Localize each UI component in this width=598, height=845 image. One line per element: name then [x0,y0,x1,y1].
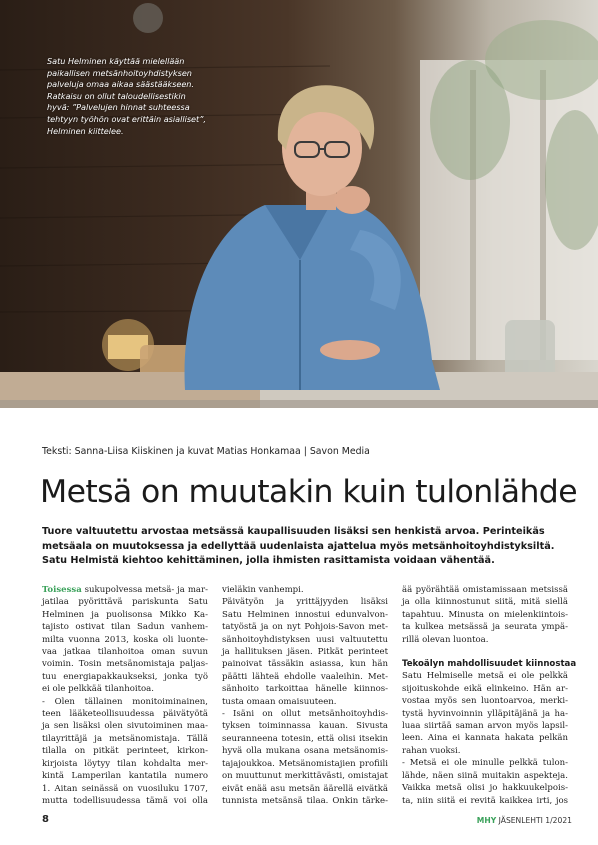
body-line: rahan vuoksi. [402,745,461,756]
body-line: tuu energiapakkaukseksi, jonka työ [42,671,208,682]
body-line: Vaikka metsä olisi jo hakkuukelpois- [402,783,568,794]
caption-line: palveluja omaa aikaa säästääkseen. [47,79,195,90]
paragraph-gap [402,646,568,658]
body-column-1 [42,584,208,807]
body-line [42,584,208,596]
body-line: sänhoito tarkoittaa hänelle kiinnos- [222,684,388,695]
body-line: sänhoitoyhdistyksen uusi valtuutettu [222,634,388,645]
lead-line: metsäala on muutoksessa ja edellyttää uudenlaista ajattelua myös metsänhoitoyhdistyksiltä. [42,540,555,552]
body-line: - Metsä ei ole minulle pelkkä tulon- [402,758,568,769]
body-line: tatyöstä ja on nyt Pohjois-Savon met- [222,622,388,633]
body-line: Satu Helmiselle metsä ei ole pelkkä [402,671,568,682]
body-line: ta kulkea metsässä ja seurata ympä- [402,622,568,633]
body-line: seuranneena totesin, että olisi itsekin [222,733,388,744]
body-line: painoivat tässäkin asiassa, kun hän [222,659,388,670]
article-byline: Teksti: Sanna-Liisa Kiiskinen ja kuvat Matias Honkamaa | Savon Media [42,446,370,457]
body-line: ää pyörähtää omistamissaan metsissä [402,585,568,595]
caption-line: Ratkaisu on ollut taloudellisestikin [47,90,186,101]
body-column-3 [402,584,577,807]
body-column-2 [222,584,388,807]
body-line: ta, niin siitä ei revitä kaikkea irti, jos [402,795,568,806]
body-line: tilalla on pitkät perinteet, kirkon- [42,746,208,757]
body-line: teen lääketeollisuudessa päivätyötä [42,709,208,720]
body-line: 1. Aitan seinässä on vuosiluku 1707, [42,783,208,794]
body-line: vostaa myös sen luontoarvoa, merki- [402,696,568,707]
page-number: 8 [42,814,49,825]
body-line: voimin. Tosin metsänomistaja paljas- [42,659,208,670]
body-line: on muuttunut merkittävästi, omistajat [222,771,388,782]
body-line: Satu Helminen innostui edunvalvon- [222,609,388,620]
caption-line: Satu Helminen käyttää mielellään [47,56,185,66]
body-line: sijoituskohde eikä elinkeino. Hän ar- [402,683,568,694]
body-line: lähde, näen siinä muitakin aspekteja. [402,770,568,781]
caption-line: paikallisen metsänhoitoyhdistyksen [47,67,192,78]
body-line: - Olen tällainen monitoiminainen, [42,696,208,707]
body-line: päätti lähteä ehdolle vaaleihin. Met- [222,671,388,682]
drop-word: Toisessa [42,585,82,595]
body-line: ja sen lisäksi olen sivutoiminen maa- [42,721,208,732]
body-line: luaa siirtää saman arvon myös lapsil- [402,721,568,732]
body-line: jatilaa pyörittävä pariskunta Satu [42,597,208,608]
body-line: milta vuonna 2013, koska oli luonte- [42,634,208,645]
body-line: tystä hyvinvoinnin ylläpitäjänä ja ha- [402,708,568,719]
body-line: vaa jatkaa tilanhoitoa oman suvun [42,647,208,658]
photo-caption [47,56,217,137]
body-line: ja olla kiinnostunut siitä, mitä siellä [402,597,568,608]
cover-photo [0,0,598,408]
caption-line: tehtyyn työhön ovat erittäin asialliset”, [47,113,206,124]
body-line: kirjoista löytyy tilan kohdalta mer- [42,758,208,769]
article-lead [42,525,572,569]
body-line: vieläkin vanhempi. [222,585,304,595]
caption-line: hyvä: ”Palvelujen hinnat suhteessa [47,102,190,113]
section-subhead: Tekoälyn mahdollisuudet kiinnostaa [402,659,577,670]
body-line: tajajoukkoa. Metsänomistajien profiili [222,758,388,769]
body-line: - Isäni on ollut metsänhoitoyhdis- [222,709,388,720]
body-line: tunnista metsänsä tilaa. Onkin tärke- [222,795,388,806]
body-line: Päivätyön ja yrittäjyyden lisäksi [222,597,388,608]
caption-line: Helminen kiittelee. [47,125,124,136]
body-line: tilayrittäjä ja metsänomistaja. Tällä [42,733,208,744]
body-line: tyksen toiminnassa kauan. Sivusta [222,721,388,732]
body-line: kintä Lamperilan kantatila numero [42,771,208,782]
body-line: rillä olevan luontoa. [402,634,489,645]
lead-line: Tuore valtuutettu arvostaa metsässä kaupallisuuden lisäksi sen henkistä arvoa. Perinteikäs [42,526,545,537]
body-line: Helminen ja puolisonsa Mikko Ka- [42,609,208,620]
magazine-footer [477,816,572,825]
lead-line: Satu Helmistä kiehtoo kehittäminen, jolla ihmisten rasittamista voidaan vähentää. [42,555,495,566]
body-line: tapahtuu. Minusta on mielenkiintois- [402,609,568,620]
brand-label: MHY [476,816,497,825]
article-title: Metsä on muutakin kuin tulonlähde [40,474,577,510]
body-line: leen. Aina ei kannata hakata pelkän [402,733,568,744]
body-line-rest: sukupolvessa metsä- ja mar- [81,585,208,595]
body-line: ja hallituksen jäsen. Pitkät perinteet [222,647,388,658]
body-line: eivät enää asu metsän äärellä eivätkä [222,783,388,794]
body-line: ei ole pelkkää tilanhoitoa. [42,684,154,695]
body-line: hyvä olla mukana osana metsänomis- [222,746,388,757]
body-line: tusta omaan omaisuuteen. [222,696,337,707]
body-line: mutta todellisuudessa tämä voi olla [42,795,208,806]
body-line: tajisto ostivat tilan Sadun vanhem- [42,622,208,633]
issue-label: JÄSENLEHTI 1/2021 [498,816,572,825]
